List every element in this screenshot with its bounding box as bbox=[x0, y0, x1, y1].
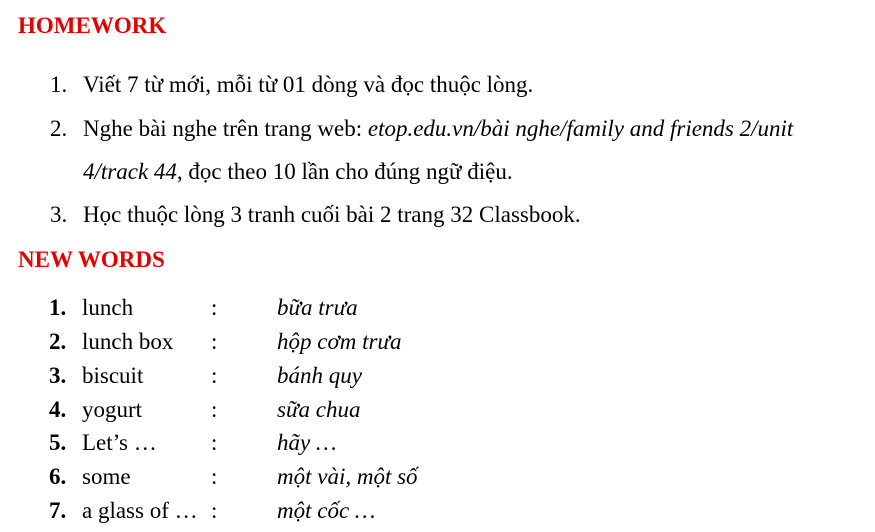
vocabulary-meaning: một vài, một số bbox=[277, 464, 418, 489]
vocabulary-word: yogurt bbox=[82, 397, 143, 422]
listening-link-part-2: 4/track 44 bbox=[83, 159, 177, 184]
vocabulary-word: Let’s … bbox=[82, 430, 157, 455]
homework-item-number: 2. bbox=[50, 116, 68, 141]
homework-item-line-2 bbox=[83, 160, 513, 183]
listening-link-part-1: etop.edu.vn/bài nghe/family and friends 2/unit bbox=[367, 116, 794, 141]
vocabulary-meaning: một cốc … bbox=[277, 498, 376, 523]
vocabulary-number: 2. bbox=[49, 329, 67, 354]
vocabulary-word: biscuit bbox=[82, 363, 144, 388]
vocabulary-word: some bbox=[82, 464, 131, 489]
homework-item-prefix: Nghe bài nghe trên trang web: bbox=[83, 116, 368, 141]
vocabulary-number: 3. bbox=[49, 363, 67, 388]
homework-item-number: 1. bbox=[50, 72, 68, 97]
vocabulary-number: 5. bbox=[49, 430, 67, 455]
vocabulary-number: 4. bbox=[49, 397, 67, 422]
vocabulary-word: lunch box bbox=[82, 329, 174, 354]
homework-item-number: 3. bbox=[50, 202, 68, 227]
vocabulary-number: 6. bbox=[49, 464, 67, 489]
vocabulary-meaning: hãy … bbox=[277, 430, 337, 455]
new-words-heading: NEW WORDS bbox=[18, 247, 165, 272]
homework-heading: HOMEWORK bbox=[18, 13, 167, 38]
vocabulary-meaning: hộp cơm trưa bbox=[277, 329, 402, 354]
vocabulary-separator: : bbox=[211, 363, 218, 388]
vocabulary-separator: : bbox=[211, 329, 218, 354]
vocabulary-separator: : bbox=[211, 430, 218, 455]
homework-item-text: Học thuộc lòng 3 tranh cuối bài 2 trang 32 Classbook. bbox=[83, 202, 581, 227]
vocabulary-word: lunch bbox=[82, 295, 134, 320]
vocabulary-number: 7. bbox=[49, 498, 67, 523]
vocabulary-meaning: bữa trưa bbox=[277, 295, 358, 320]
vocabulary-separator: : bbox=[211, 295, 218, 320]
vocabulary-meaning: sữa chua bbox=[277, 397, 361, 422]
vocabulary-meaning: bánh quy bbox=[277, 363, 362, 388]
vocabulary-separator: : bbox=[211, 498, 218, 523]
vocabulary-number: 1. bbox=[49, 295, 67, 320]
vocabulary-separator: : bbox=[211, 464, 218, 489]
vocabulary-word: a glass of … bbox=[82, 498, 198, 523]
homework-item-suffix: , đọc theo 10 lần cho đúng ngữ điệu. bbox=[176, 159, 513, 184]
vocabulary-separator: : bbox=[211, 397, 218, 422]
homework-item-text: Viết 7 từ mới, mỗi từ 01 dòng và đọc thuộc lòng. bbox=[83, 72, 534, 97]
homework-item-line-1 bbox=[83, 117, 793, 140]
